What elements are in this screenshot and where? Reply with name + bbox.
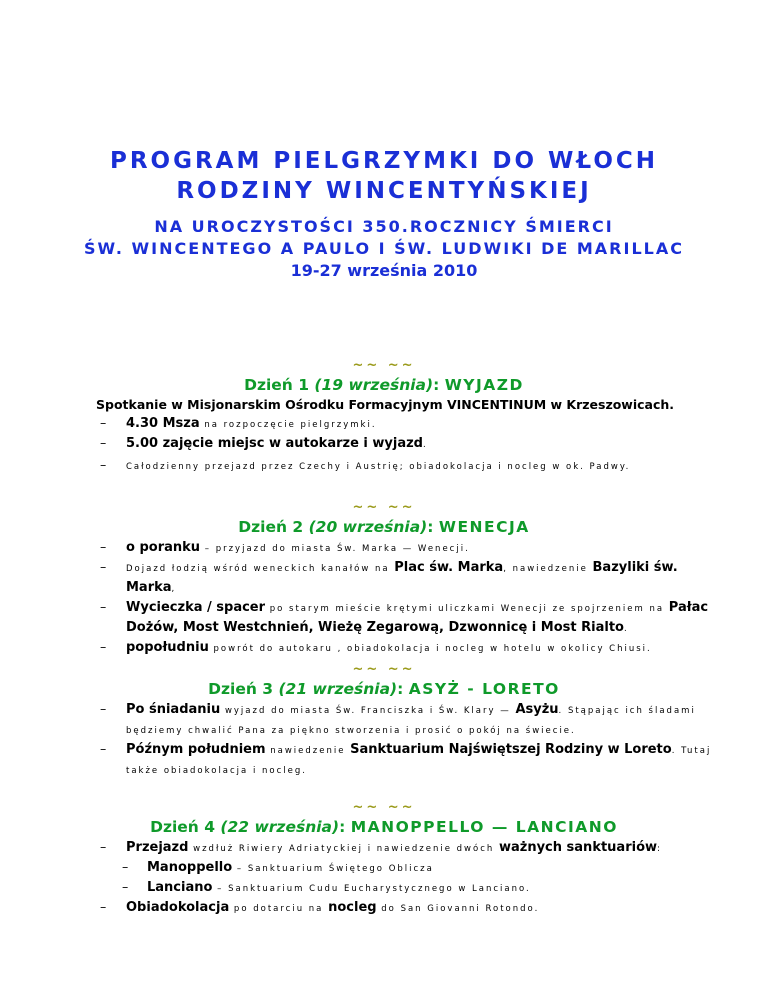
dash: – bbox=[100, 539, 107, 554]
day-date: (21 września) bbox=[278, 680, 398, 698]
dash: – bbox=[100, 559, 107, 574]
day-1-section bbox=[0, 358, 768, 476]
day-date: (22 września) bbox=[220, 818, 340, 836]
day-3-items bbox=[0, 700, 768, 780]
dash: – bbox=[100, 435, 107, 450]
day-colon: : bbox=[397, 680, 409, 698]
day-1-items bbox=[0, 414, 768, 476]
day-1-title bbox=[0, 374, 768, 396]
separator: ~~ ~~ bbox=[352, 500, 416, 515]
day-label: Dzień 2 bbox=[238, 518, 309, 536]
day-2-section bbox=[0, 500, 768, 658]
separator: ~~ ~~ bbox=[352, 800, 416, 815]
day-3-section bbox=[0, 662, 768, 780]
day-colon: : bbox=[427, 518, 439, 536]
day-label: Dzień 1 bbox=[244, 376, 315, 394]
separator: ~~ ~~ bbox=[352, 662, 416, 677]
list-item: – Lanciano – Sanktuarium Cudu Eucharystycznego w Lanciano. bbox=[122, 879, 531, 895]
day-2-items bbox=[0, 538, 768, 658]
list-item: – 5.00 zajęcie miejsc w autokarze i wyjazd. bbox=[100, 435, 428, 451]
list-item: – Obiadokolacja po dotarciu na nocleg do San Giovanni Rotondo. bbox=[100, 899, 540, 915]
list-item: – popołudniu powrót do autokaru , obiadokolacja i nocleg w hotelu w okolicy Chiusi. bbox=[100, 639, 652, 655]
day-date: (19 września) bbox=[314, 376, 434, 394]
title-line-3: NA UROCZYSTOŚCI 350.ROCZNICY ŚMIERCI bbox=[154, 217, 614, 236]
list-item: – Całodzienny przejazd przez Czechy i Austrię; obiadokolacja i nocleg w ok. Padwy. bbox=[100, 457, 631, 472]
dash: – bbox=[122, 879, 129, 894]
day-2-title bbox=[0, 516, 768, 538]
list-item: – Wycieczka / spacer po starym mieście krętymi uliczkami Wenecji ze spojrzeniem na Pałac Dożów, Most Westchnień, Wieżę Zegarową, Dzwonnicę i Most Rialto. bbox=[100, 599, 709, 635]
day-date: (20 września) bbox=[308, 518, 428, 536]
dash: – bbox=[100, 457, 107, 472]
title-line-1: PROGRAM PIELGRZYMKI DO WŁOCH bbox=[109, 148, 659, 174]
list-item: – Przejazd wzdłuż Riwiery Adriatyckiej i nawiedzenie dwóch ważnych sanktuariów: bbox=[100, 839, 662, 855]
dash: – bbox=[100, 839, 107, 854]
list-item: – 4.30 Msza na rozpoczęcie pielgrzymki. bbox=[100, 415, 377, 431]
dash: – bbox=[100, 639, 107, 654]
dash: – bbox=[100, 599, 107, 614]
day-colon: : bbox=[339, 818, 351, 836]
day-4-items bbox=[0, 838, 768, 918]
list-item: – Po śniadaniu wyjazd do miasta Św. Franciszka i Św. Klary — Asyżu. Stąpając ich śladami będziemy chwalić Pana za piękno stworzenia i prosić o pokój na świecie. bbox=[100, 701, 696, 736]
day-4-title bbox=[0, 816, 768, 838]
day-label: Dzień 4 bbox=[150, 818, 221, 836]
day-colon: : bbox=[433, 376, 445, 394]
title-dates: 19-27 września 2010 bbox=[290, 261, 478, 280]
day-4-section bbox=[0, 800, 768, 918]
day-label: Dzień 3 bbox=[208, 680, 279, 698]
dash: – bbox=[100, 701, 107, 716]
list-item: – o poranku – przyjazd do miasta Św. Marka — Wenecji. bbox=[100, 539, 470, 555]
day-name: ASYŻ - LORETO bbox=[408, 680, 560, 698]
day-name: MANOPPELLO — LANCIANO bbox=[350, 818, 618, 836]
separator: ~~ ~~ bbox=[352, 358, 416, 373]
title-line-2: RODZINY WINCENTYŃSKIEJ bbox=[176, 178, 592, 204]
dash: – bbox=[122, 859, 129, 874]
list-item: – Manoppello – Sanktuarium Świętego Oblicza bbox=[122, 859, 434, 875]
list-item: – Dojazd łodzią wśród weneckich kanałów na Plac św. Marka, nawiedzenie Bazyliki św. Marka, bbox=[100, 559, 678, 595]
dash: – bbox=[100, 899, 107, 914]
document-title bbox=[0, 146, 768, 282]
title-line-4: ŚW. WINCENTEGO A PAULO I ŚW. LUDWIKI DE MARILLAC bbox=[84, 239, 684, 258]
day-name: WYJAZD bbox=[444, 376, 524, 394]
day-name: WENECJA bbox=[438, 518, 530, 536]
dash: – bbox=[100, 741, 107, 756]
dash: – bbox=[100, 415, 107, 430]
day-3-title bbox=[0, 678, 768, 700]
list-item: – Późnym południem nawiedzenie Sanktuarium Najświętszej Rodziny w Loreto. Tutaj także obiadokolacja i nocleg. bbox=[100, 741, 712, 776]
day-1-intro: Spotkanie w Misjonarskim Ośrodku Formacyjnym VINCENTINUM w Krzeszowicach. bbox=[96, 397, 675, 412]
